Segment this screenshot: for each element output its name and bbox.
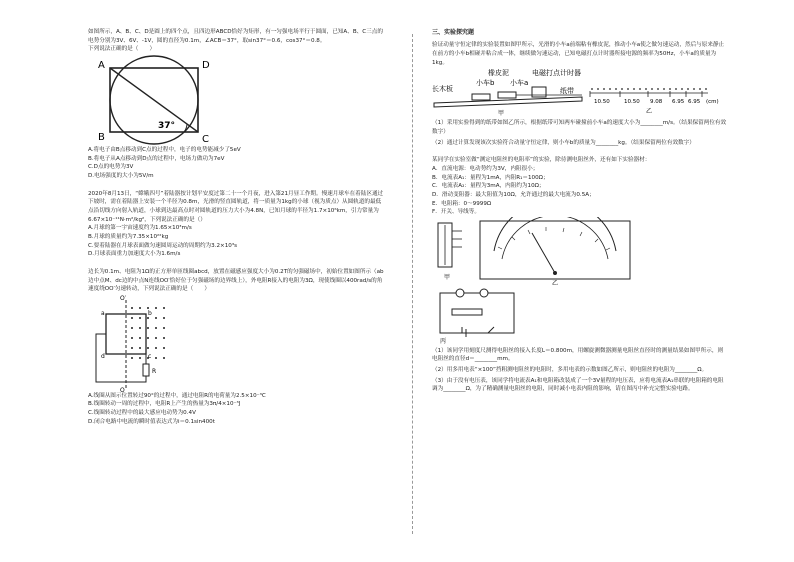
equipment-b: B．电流表A₁：量程为1mA，内阻R₁＝100Ω； [432,174,549,181]
question-moon [88,190,384,259]
subquestion-2: （2）用多用电表“×100”挡粗测电阻丝的电阻时，多用电表的示数如图乙所示，则电阻丝的电阻为________Ω。 [432,367,708,374]
question-experiment-1 [432,41,728,147]
question-experiment-2 [432,156,728,394]
column-divider [412,34,413,534]
equipment-a: A．直流电源：电动势约为3V，内阻很小； [432,165,539,172]
label-rubber: 橡皮泥 [488,69,509,78]
equipment-c: C．电流表A₂：量程为3mA，内阻约为10Ω； [432,183,545,190]
question-stem: 如图所示，A、B、C、D是圆上的四个点，且四边形ABCD恰好为矩形，有一匀强电场平行于圆面，已知A、B、C三点的电势分别为3V、6V、-1V，圆的直径为0.1m，∠ACB＝37°，取sin37°＝0.6，cos37°＝0.8。 [88,29,383,44]
option-d: D.电场强度的大小为5V/m [88,172,154,179]
question-coil [88,268,384,427]
option-d: D.闭合电路中电流的瞬时值表达式为i＝0.1sin400t [88,418,215,425]
label-timer: 电磁打点计时器 [532,69,581,78]
label-tape: 纸带 [560,87,574,96]
tape-value-3: 9.08 [650,99,663,106]
caption-jia: 甲 [498,110,505,118]
label-cart-a: 小车a [510,79,529,88]
angle-label: 37° [158,120,176,131]
option-b: B.线圈转动一周的过程中，电阻R上产生的热量为3π/4×10⁻³J [88,401,241,408]
label-d: D [202,59,210,71]
tape-unit: (cm) [706,99,719,106]
section-title: 三、实验探究题 [432,29,475,36]
option-d: D.月球表面重力加速度大小为1.6m/s [88,251,181,258]
circle-rectangle-figure [88,54,228,146]
option-a: A.月球的第一宇宙速度约为1.65×10³m/s [88,225,192,232]
caption-bing: 丙 [440,337,447,345]
equipment-f: F．开关、导线等。 [432,209,480,216]
tape-value-4: 6.95 [672,99,685,106]
label-o-top: O′ [120,294,127,302]
caption-yi: 乙 [646,108,653,116]
label-a: A [98,59,105,71]
label-d: d [101,352,105,360]
circuit-figure [432,287,552,345]
option-c: C.要着陆器在月球表面做匀速圆周运动的周期约为3.2×10³s [88,242,238,249]
question-stem: 边长为0.1m、电阻为1Ω的正方形单匝线圈abcd，放置在磁感应强度大小为0.2T的匀强磁场中，初始位置如图所示（ab边中点M、dc边的中点N连线OO′恰好位于匀强磁场的边界线上），外电阻R接入的电阻为3Ω，现使线圈以400rad/s的角速度绕OO′匀速转动，下列说法正确的是（ ） [88,268,384,293]
option-c: C.线圈转动过程中的最大感应电动势为0.4V [88,410,196,417]
cart-tape-figure [432,67,728,117]
caption-yi: 乙 [552,279,559,287]
tape-value-5: 6.95 [688,99,701,106]
tape-value-1: 10.50 [594,99,610,106]
question-prompt: 下列说法正确的是（ ） [88,46,156,53]
caption-jia: 甲 [444,273,451,281]
option-c: C.D点的电势为3V [88,164,134,171]
question-stem: 验证动量守恒定律的实验装置如图甲所示，光滑的小车a前端粘有橡皮泥，推动小车a使之做匀速运动，然后与原来静止在前方的小车b相碰并粘合成一体，继续做匀速运动，已知电磁打点计时器所接电源的频率为50Hz，小车a的质量为1kg。 [432,42,725,66]
option-a: A.线圈从图示位置转过90°的过程中，通过电阻R的电荷量为2.5×10⁻³C [88,392,266,399]
label-cart-b: 小车b [476,79,495,88]
option-a: A.将电子由B点移动到C点的过程中，电子的电势能减少了5eV [88,146,241,153]
label-b: B [98,131,105,143]
label-r: R [152,367,157,375]
subquestion-3: （3）由于没有电压表，该同学将电流表A₁和电阻箱改装成了一个3V量程的电压表，应将电流表A₁串联的电阻箱的电阻调为________Ω，为了精确测量电阻丝的电阻，同时减小电表内阻的影响，请在图丙中补充完整实验电路。 [432,377,724,393]
subquestion-2: （2）通过计算发现该次实验符合动量守恒定律，则小车b的质量为________kg。（结果保留两位有效数字） [432,139,695,146]
label-a: a [101,309,105,317]
label-b: b [148,309,152,317]
equipment-e: E．电阻箱：0～9999Ω [432,200,492,207]
label-board: 长木板 [432,85,453,94]
coil-figure [88,294,178,392]
question-stem: 2020年8月13日，“嫦娥四号”着陆器按计划平安度过第二十一个月夜，进入第21月昼工作期。慢速月球车在着陆区通过下坡时，需在着陆器上安装一个半径为0.8m，光滑的竖直圆轨道，将一质量为1kg的小球（视为质点）从圆轨道的最低点沿切线方向射入轨道，小球到达最高点时对圆轨道的压力大小为4.8N，已知月球的半径为1.7×10⁶km，引力常量为6.67×10⁻¹¹N·m²/kg²，下列说法正确的是（） [88,190,384,223]
question-stem: 某同学在实验室做“测定电阻丝的电阻率”的实验，除待测电阻丝外，还有如下实验器材： [432,157,651,164]
option-b: B.将电子从A点移动到D点的过程中，电场力做功为7eV [88,155,225,162]
label-o-bottom: O [120,386,125,392]
equipment-d: D．滑动变阻器：最大阻值为10Ω，允许通过的最大电流为0.5A； [432,191,595,198]
option-b: B.月球的质量约为7.35×10²²kg [88,233,169,240]
label-c: C [202,133,209,145]
right-column [432,28,728,394]
question-rectangle [88,28,384,181]
label-c: c [148,352,152,360]
tape-value-2: 10.50 [624,99,640,106]
subquestion-1: （1）采用实验得到的纸带如图乙所示，根据纸带可知两车碰撞前小车a的速度大小为________m/s。（结果保留两位有效数字） [432,120,727,135]
subquestion-1: （1）该同学用刻度尺测得电阻丝的接入长度L＝0.800m，用螺旋测微器测量电阻丝直径时的测量结果如图甲所示，则电阻丝的直径d＝________mm。 [432,347,724,363]
left-column [88,28,384,426]
instrument-figures [432,217,728,287]
